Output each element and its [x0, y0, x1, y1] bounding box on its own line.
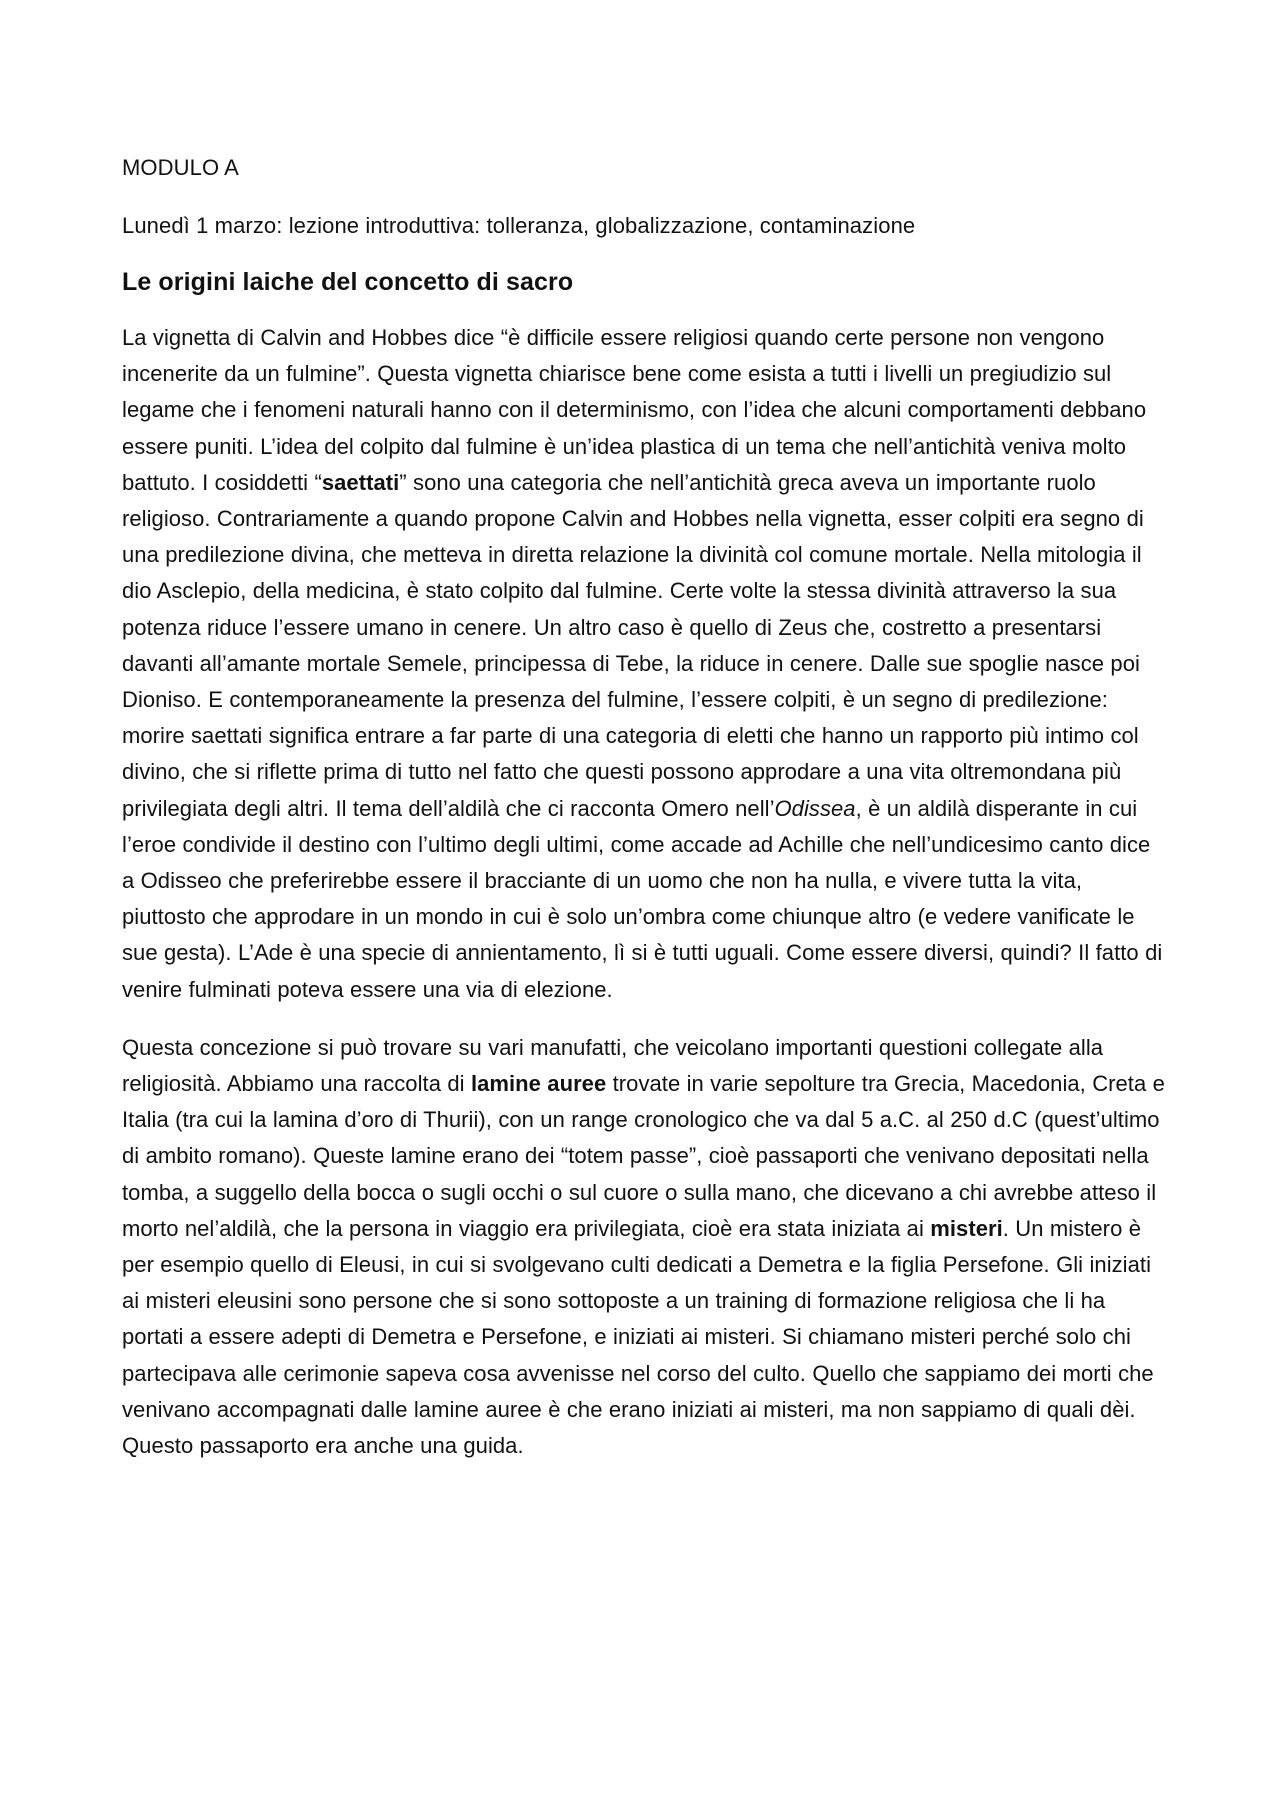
lecture-date-and-topic: Lunedì 1 marzo: lezione introduttiva: tolleranza, globalizzazione, contaminazione: [122, 213, 916, 238]
paragraph-lightning-text-1: La vignetta di Calvin and Hobbes dice “è difficile essere religiosi quando certe persone non vengono incenerite da un fulmine”. Questa vignetta chiarisce bene come esista a tutti i livelli un pregiudizio sul legame che i fenomeni naturali hanno con il determinismo, con l’idea che alcuni comportamenti debbano essere puniti. L’idea del colpito dal fulmine è un’idea plastica di un tema che nell’antichità veniva molto battuto. I cosiddetti “: [122, 325, 1147, 495]
term-lamine-auree: lamine auree: [470, 1071, 607, 1097]
module-title: MODULO A: [122, 155, 239, 180]
document-content: [122, 150, 1167, 1486]
paragraph-lightning-text-2: ” sono una categoria che nell’antichità greca aveva un importante ruolo religioso. Contrariamente a quando propone Calvin and Hobbes nella vignetta, esser colpiti era segno di una predilezione divina, che metteva in diretta relazione la divinità col comune mortale. Nella mitologia il dio Asclepio, della medicina, è stato colpito dal fulmine. Certe volte la stessa divinità attraverso la sua potenza riduce l’essere umano in cenere. Un altro caso è quello di Zeus che, costretto a presentarsi davanti all’amante mortale Semele, principessa di Tebe, la riduce in cenere. Dalle sue spoglie nasce poi Dioniso. E contemporaneamente la presenza del fulmine, l’essere colpiti, è un segno di predilezione: morire saettati significa entrare a far parte di una categoria di eletti che hanno un rapporto più intimo col divino, che si riflette prima di tutto nel fatto che questi possono approdare a una vita oltremondana più privilegiata degli altri. Il tema dell’aldilà che ci racconta Omero nell’: [122, 469, 1144, 821]
title-odissea: Odissea: [774, 795, 856, 821]
paragraph-lightning: [122, 320, 1167, 1008]
paragraph-gold-tablets-text-1: Questa concezione si può trovare su vari manufatti, che veicolano importanti questioni collegate alla religiosità. Abbiamo una raccolta di: [122, 1034, 1104, 1097]
paragraph-lightning-text-3: , è un aldilà disperante in cui l’eroe condivide il destino con l’ultimo degli ultimi, come accade ad Achille che nell’undicesimo canto dice a Odisseo che preferirebbe essere il bracciante di un uomo che non ha nulla, e vivere tutta la vita, piuttosto che approdare in un mondo in cui è solo un’ombra come chiunque altro (e vedere vanificate le sue gesta). L’Ade è una specie di annientamento, lì si è tutti uguali. Come essere diversi, quindi? Il fatto di venire fulminati poteva essere una via di elezione.: [122, 795, 1163, 1002]
section-heading: Le origini laiche del concetto di sacro: [122, 268, 574, 296]
term-misteri: misteri: [930, 1215, 1003, 1241]
paragraph-gold-tablets: [122, 1030, 1167, 1464]
term-saettati: saettati: [321, 469, 400, 495]
paragraph-gold-tablets-text-3: . Un mistero è per esempio quello di Eleusi, in cui si svolgevano culti dedicati a Demetra e la figlia Persefone. Gli iniziati ai misteri eleusini sono persone che si sono sottoposte a un training di formazione religiosa che li ha portati a essere adepti di Demetra e Persefone, e iniziati ai misteri. Si chiamano misteri perché solo chi partecipava alle cerimonie sapeva cosa avvenisse nel corso del culto. Quello che sappiamo dei morti che venivano accompagnati dalle lamine auree è che erano iniziati ai misteri, ma non sappiamo di quali dèi. Questo passaporto era anche una guida.: [122, 1215, 1154, 1459]
paragraph-gold-tablets-text-2: trovate in varie sepolture tra Grecia, Macedonia, Creta e Italia (tra cui la lamina d’oro di Thurii), con un range cronologico che va dal 5 a.C. al 250 d.C (quest’ultimo di ambito romano). Queste lamine erano dei “totem passe”, cioè passaporti che venivano depositati nella tomba, a suggello della bocca o sugli occhi o sul cuore o sulla mano, che dicevano a chi avrebbe atteso il morto nel’aldilà, che la persona in viaggio era privilegiata, cioè era stata iniziata ai: [122, 1071, 1165, 1241]
